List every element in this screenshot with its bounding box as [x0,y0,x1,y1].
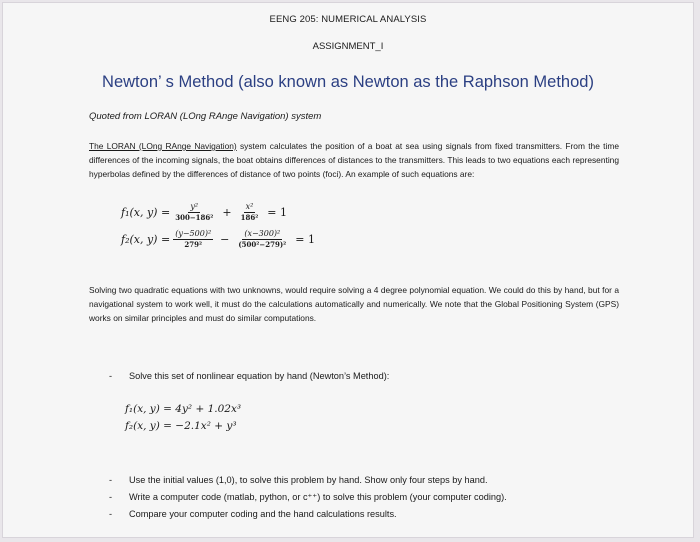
bullet-dash: - [109,509,113,519]
bullet-dash: - [109,475,113,485]
bullet-dash: - [109,492,113,502]
task-text-3: Write a computer code (matlab, python, or c⁺⁺) to solve this problem (your computer coding). [129,492,507,502]
f2-t1-numerator: (y−500)² [175,229,212,238]
f2-lhs: f₂(x, y) = [121,232,171,246]
f1-rhs: = 1 [267,205,287,219]
f2-fraction-2 [236,229,288,249]
page-title: Newton’ s Method (also known as Newton as the Raphson Method) [102,73,594,91]
task-text-1: Solve this set of nonlinear equation by hand (Newton’s Method): [129,371,390,381]
system-equation-2: f₂(x, y) = −2.1x² + y³ [125,420,237,432]
system-equation-1: f₁(x, y) = 4y² + 1.02x³ [125,403,242,415]
f1-t1-numerator: y² [190,202,199,211]
course-heading: EENG 205: NUMERICAL ANALYSIS [269,14,427,25]
f1-fraction-1 [173,202,215,222]
f2-t2-numerator: (x−300)² [244,229,281,238]
task-item-3 [109,492,507,503]
f1-t1-denominator: 300−186² [175,213,214,222]
assignment-heading: ASSIGNMENT_I [312,41,384,52]
f1-fraction-2 [239,202,261,222]
task-item-2 [109,475,488,485]
f1-t2-numerator: x² [245,202,254,211]
task-item-4 [109,509,397,519]
equation-f1 [121,202,291,222]
f2-fraction-1 [173,229,213,249]
task-item-1 [109,371,389,381]
equation-f2 [121,229,319,249]
f1-t2-denominator: 186² [240,213,259,222]
task-text-4: Compare your computer coding and the hand calculations results. [129,509,397,519]
f1-lhs: f₁(x, y) = [121,205,171,219]
f2-t1-denominator: 279² [184,240,203,249]
quoted-source: Quoted from LORAN (LOng RAnge Navigation) system [89,111,322,122]
f1-operator: + [222,205,232,219]
task-text-2: Use the initial values (1,0), to solve this problem by hand. Show only four steps by hand. [129,475,488,485]
bullet-dash: - [109,371,113,381]
intro-text: system calculates the position of a boat at sea using signals from fixed transmitters. From the time differences of the incoming signals, the boat obtains differences of distances to the transmitters. This leads to two equations each representing hyperbolas defined by the differences of distance of two points (foci). An example of such equations are: [89,141,619,179]
loran-link-text: The LORAN (LOng RAnge Navigation) [89,141,237,151]
document-page [2,2,694,538]
f2-t2-denominator: (500²−279)² [238,240,287,249]
f2-operator: − [220,232,230,246]
second-paragraph: Solving two quadratic equations with two unknowns, would require solving a 4 degree polynomial equation. We could do this by hand, but for a navigational system to work well, it must do the calculations automatically and numerically. We note that the Global Positioning System (GPS) works on similar principles and must do similar computations. [89,285,619,323]
f2-rhs: = 1 [295,232,315,246]
intro-paragraph [89,139,619,181]
